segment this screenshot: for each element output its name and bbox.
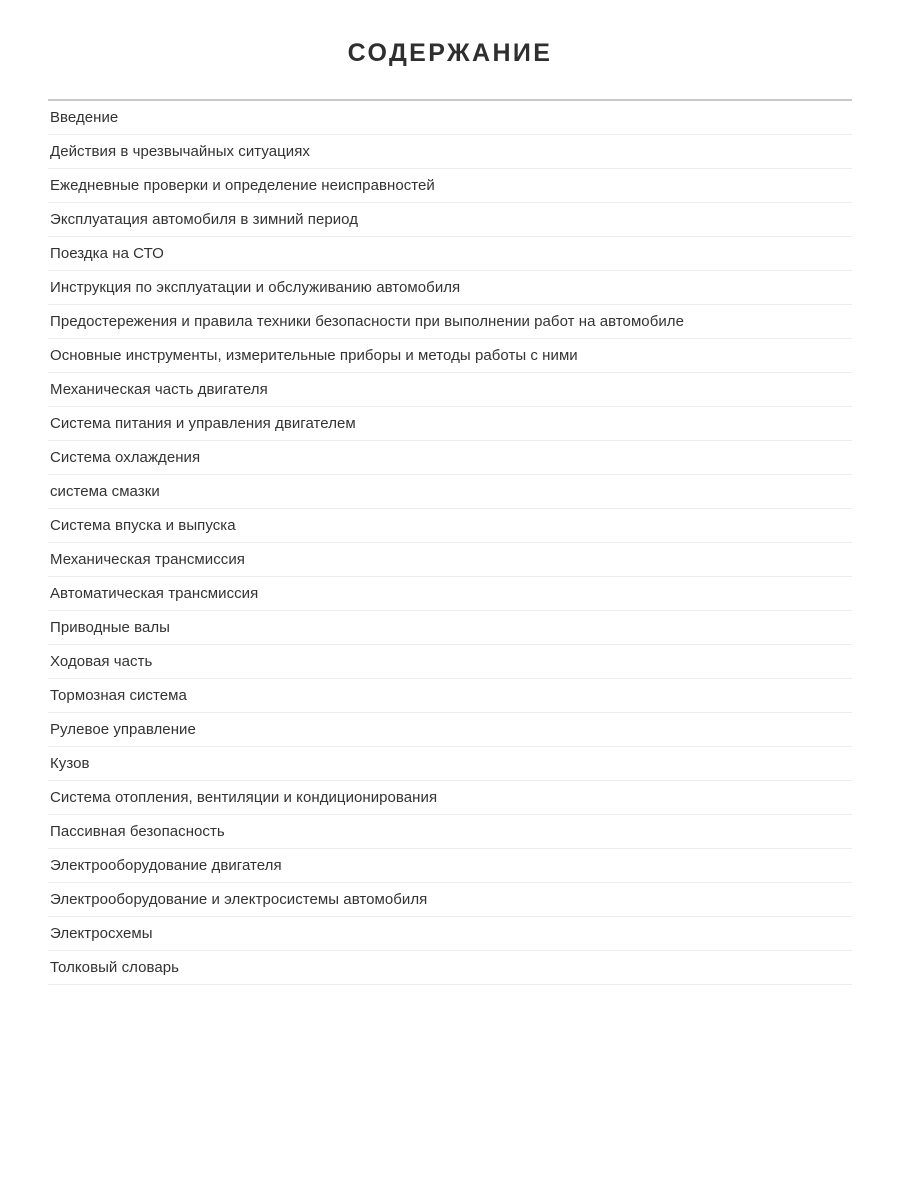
- toc-entry[interactable]: [48, 271, 852, 305]
- toc-entry-label: Ежедневные проверки и определение неисправностей: [50, 176, 435, 194]
- toc-entry[interactable]: [48, 645, 852, 679]
- toc-entry[interactable]: [48, 407, 852, 441]
- toc-entry[interactable]: [48, 339, 852, 373]
- table-of-contents-list: [48, 101, 852, 985]
- toc-entry-label: Поездка на СТО: [50, 244, 164, 262]
- toc-entry-label: Ходовая часть: [50, 652, 153, 670]
- toc-entry[interactable]: [48, 305, 852, 339]
- toc-entry-label: Толковый словарь: [50, 958, 179, 976]
- toc-entry-label: Рулевое управление: [50, 720, 196, 738]
- page-title: СОДЕРЖАНИЕ: [347, 39, 553, 67]
- toc-entry-label: Предостережения и правила техники безопасности при выполнении работ на автомобиле: [50, 312, 684, 330]
- toc-entry-label: Основные инструменты, измерительные приборы и методы работы с ними: [50, 346, 578, 364]
- toc-entry[interactable]: [48, 815, 852, 849]
- toc-entry[interactable]: [48, 577, 852, 611]
- toc-entry-label: Кузов: [50, 754, 90, 772]
- toc-entry[interactable]: [48, 713, 852, 747]
- toc-entry-label: система смазки: [50, 482, 160, 500]
- toc-entry-label: Пассивная безопасность: [50, 822, 225, 840]
- toc-entry[interactable]: [48, 203, 852, 237]
- toc-entry[interactable]: [48, 611, 852, 645]
- toc-entry-label: Электрооборудование и электросистемы автомобиля: [50, 890, 428, 908]
- toc-entry-label: Приводные валы: [50, 618, 171, 636]
- toc-entry-label: Механическая трансмиссия: [50, 550, 245, 568]
- toc-entry[interactable]: [48, 849, 852, 883]
- toc-entry-label: Система отопления, вентиляции и кондиционирования: [50, 788, 438, 806]
- toc-entry-label: Эксплуатация автомобиля в зимний период: [50, 210, 359, 228]
- toc-entry[interactable]: [48, 237, 852, 271]
- toc-entry[interactable]: [48, 475, 852, 509]
- toc-entry[interactable]: [48, 781, 852, 815]
- toc-entry[interactable]: [48, 441, 852, 475]
- toc-entry[interactable]: [48, 373, 852, 407]
- toc-entry-label: Инструкция по эксплуатации и обслуживанию автомобиля: [50, 278, 461, 296]
- toc-entry[interactable]: [48, 543, 852, 577]
- toc-entry-label: Введение: [50, 108, 119, 126]
- toc-entry[interactable]: [48, 883, 852, 917]
- toc-entry[interactable]: [48, 135, 852, 169]
- toc-entry-label: Электрооборудование двигателя: [50, 856, 282, 874]
- toc-entry[interactable]: [48, 509, 852, 543]
- toc-entry-label: Электросхемы: [50, 924, 153, 942]
- toc-entry[interactable]: [48, 917, 852, 951]
- toc-entry[interactable]: [48, 747, 852, 781]
- toc-entry-label: Система впуска и выпуска: [50, 516, 236, 534]
- toc-entry-label: Система охлаждения: [50, 448, 201, 466]
- toc-entry[interactable]: [48, 951, 852, 985]
- toc-entry-label: Действия в чрезвычайных ситуациях: [50, 142, 310, 160]
- toc-entry[interactable]: [48, 101, 852, 135]
- toc-entry[interactable]: [48, 169, 852, 203]
- toc-entry-label: Система питания и управления двигателем: [50, 414, 356, 432]
- toc-entry-label: Механическая часть двигателя: [50, 380, 268, 398]
- toc-entry-label: Автоматическая трансмиссия: [50, 584, 259, 602]
- toc-entry-label: Тормозная система: [50, 686, 187, 704]
- toc-entry[interactable]: [48, 679, 852, 713]
